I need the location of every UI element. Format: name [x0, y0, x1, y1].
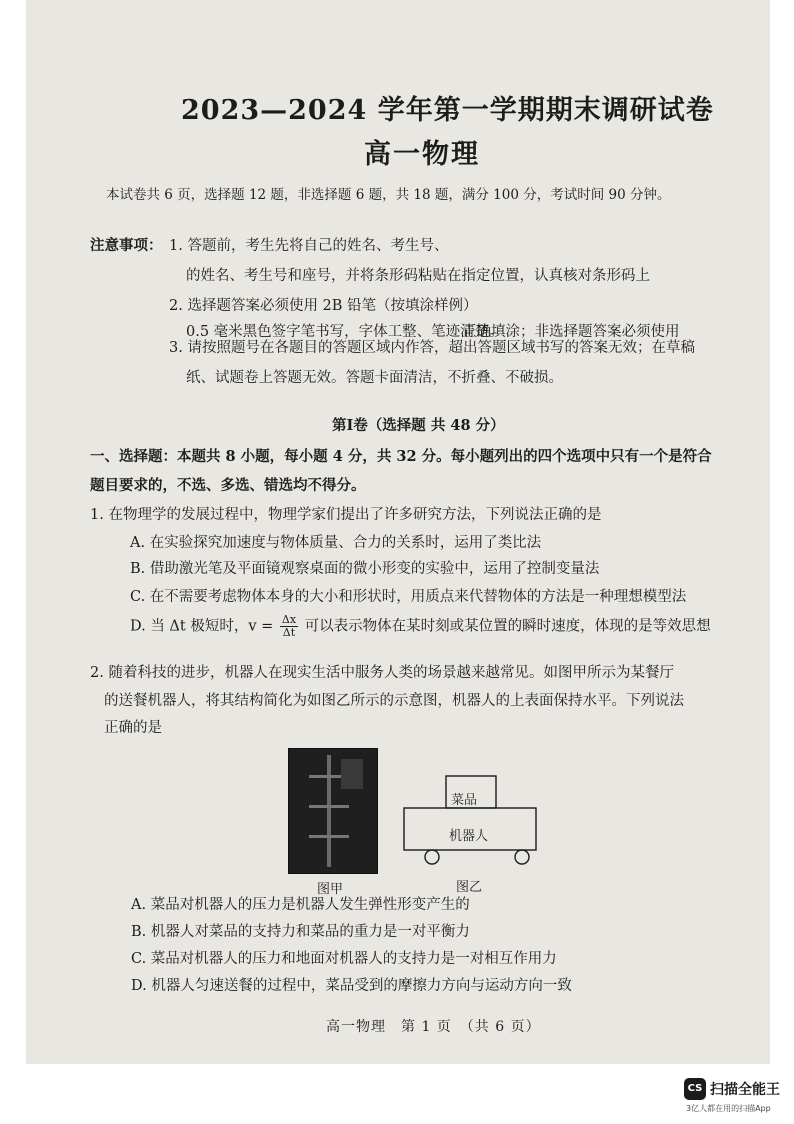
page-footer: 高一物理 第 1 页 （共 6 页）	[326, 1019, 541, 1035]
notes-line: 1. 答题前，考生先将自己的姓名、考生号、	[169, 238, 449, 254]
wheel-right	[515, 850, 529, 864]
figure-b-caption: 图乙	[456, 880, 483, 895]
fraction-denominator: Δt	[282, 626, 296, 639]
option-d-suffix: 可以表示物体在某时刻或某位置的瞬时速度，体现的是等效思想	[304, 618, 711, 635]
robot-schematic	[400, 770, 540, 866]
question-1-option-d	[130, 614, 711, 639]
delta-fraction	[280, 614, 298, 639]
wheel-left	[425, 850, 439, 864]
subject-title: 高一物理	[364, 139, 480, 170]
section-title: 第Ⅰ卷（选择题 共 48 分）	[332, 417, 505, 434]
robot-label: 机器人	[449, 829, 489, 844]
notes-line: 纸、试题卷上答题无效。答题卡面清洁，不折叠、不破损。	[186, 370, 563, 386]
question-2-option-a: A. 菜品对机器人的压力是机器人发生弹性形变产生的	[131, 897, 470, 913]
exam-title: 2023—2024 学年第一学期期末调研试卷	[181, 95, 714, 126]
question-2-option-c: C. 菜品对机器人的压力和地面对机器人的支持力是一对相互作用力	[131, 951, 557, 967]
notes-label: 注意事项：	[90, 237, 163, 254]
question-1-option-a: A. 在实验探究加速度与物体质量、合力的关系时，运用了类比法	[130, 535, 542, 551]
question-1-option-c: C. 在不需要考虑物体本身的大小和形状时，用质点来代替物体的方法是一种理想模型法	[130, 589, 687, 605]
question-2-option-d: D. 机器人匀速送餐的过程中，菜品受到的摩擦力方向与运动方向一致	[131, 978, 572, 994]
notes-line: 2. 选择题答案必须使用 2B 铅笔（按填涂样例）	[169, 298, 478, 314]
exam-intro: 本试卷共 6 页，选择题 12 题，非选择题 6 题，共 18 题，满分 100 分，考试时间 90 分钟。	[106, 187, 671, 203]
question-2-stem: 2. 随着科技的进步，机器人在现实生活中服务人类的场景越来越常见。如图甲所示为某餐厅	[90, 665, 674, 681]
exam-page	[26, 0, 770, 1064]
notes-line: 的姓名、考生号和座号，并将条形码粘贴在指定位置，认真核对条形码上	[186, 268, 650, 284]
part-instructions: 题目要求的，不选、多选、错选均不得分。	[90, 477, 366, 494]
fraction-numerator: Δx	[281, 613, 297, 626]
scanner-app-name: 扫描全能王	[710, 1082, 780, 1098]
robot-photo	[288, 748, 378, 874]
question-1-option-b: B. 借助激光笔及平面镜观察桌面的微小形变的实验中，运用了控制变量法	[130, 561, 600, 577]
part-instructions: 一、选择题：本题共 8 小题，每小题 4 分，共 32 分。每小题列出的四个选项中只有一个是符合	[90, 448, 712, 465]
scanner-tagline: 3亿人都在用的扫描App	[686, 1104, 771, 1113]
question-1-stem: 1. 在物理学的发展过程中，物理学家们提出了许多研究方法，下列说法正确的是	[90, 507, 602, 523]
option-d-prefix: D. 当 Δt 极短时，v =	[130, 618, 274, 635]
camscanner-logo-icon: CS	[684, 1078, 706, 1100]
figure-a-caption: 图甲	[317, 882, 344, 897]
question-2-stem: 正确的是	[104, 720, 162, 736]
scanner-watermark	[684, 1076, 784, 1116]
notes-line: 0.5 毫米黑色签字笔书写，字体工整、笔迹清楚。	[186, 324, 504, 340]
notes-line: 正确填涂；非选择题答案必须使用	[462, 324, 680, 340]
question-2-option-b: B. 机器人对菜品的支持力和菜品的重力是一对平衡力	[131, 924, 470, 940]
food-label: 菜品	[451, 793, 478, 808]
question-2-stem: 的送餐机器人，将其结构简化为如图乙所示的示意图，机器人的上表面保持水平。下列说法	[104, 693, 684, 709]
notes-line: 3. 请按照题号在各题目的答题区域内作答，超出答题区域书写的答案无效；在草稿	[169, 340, 695, 356]
